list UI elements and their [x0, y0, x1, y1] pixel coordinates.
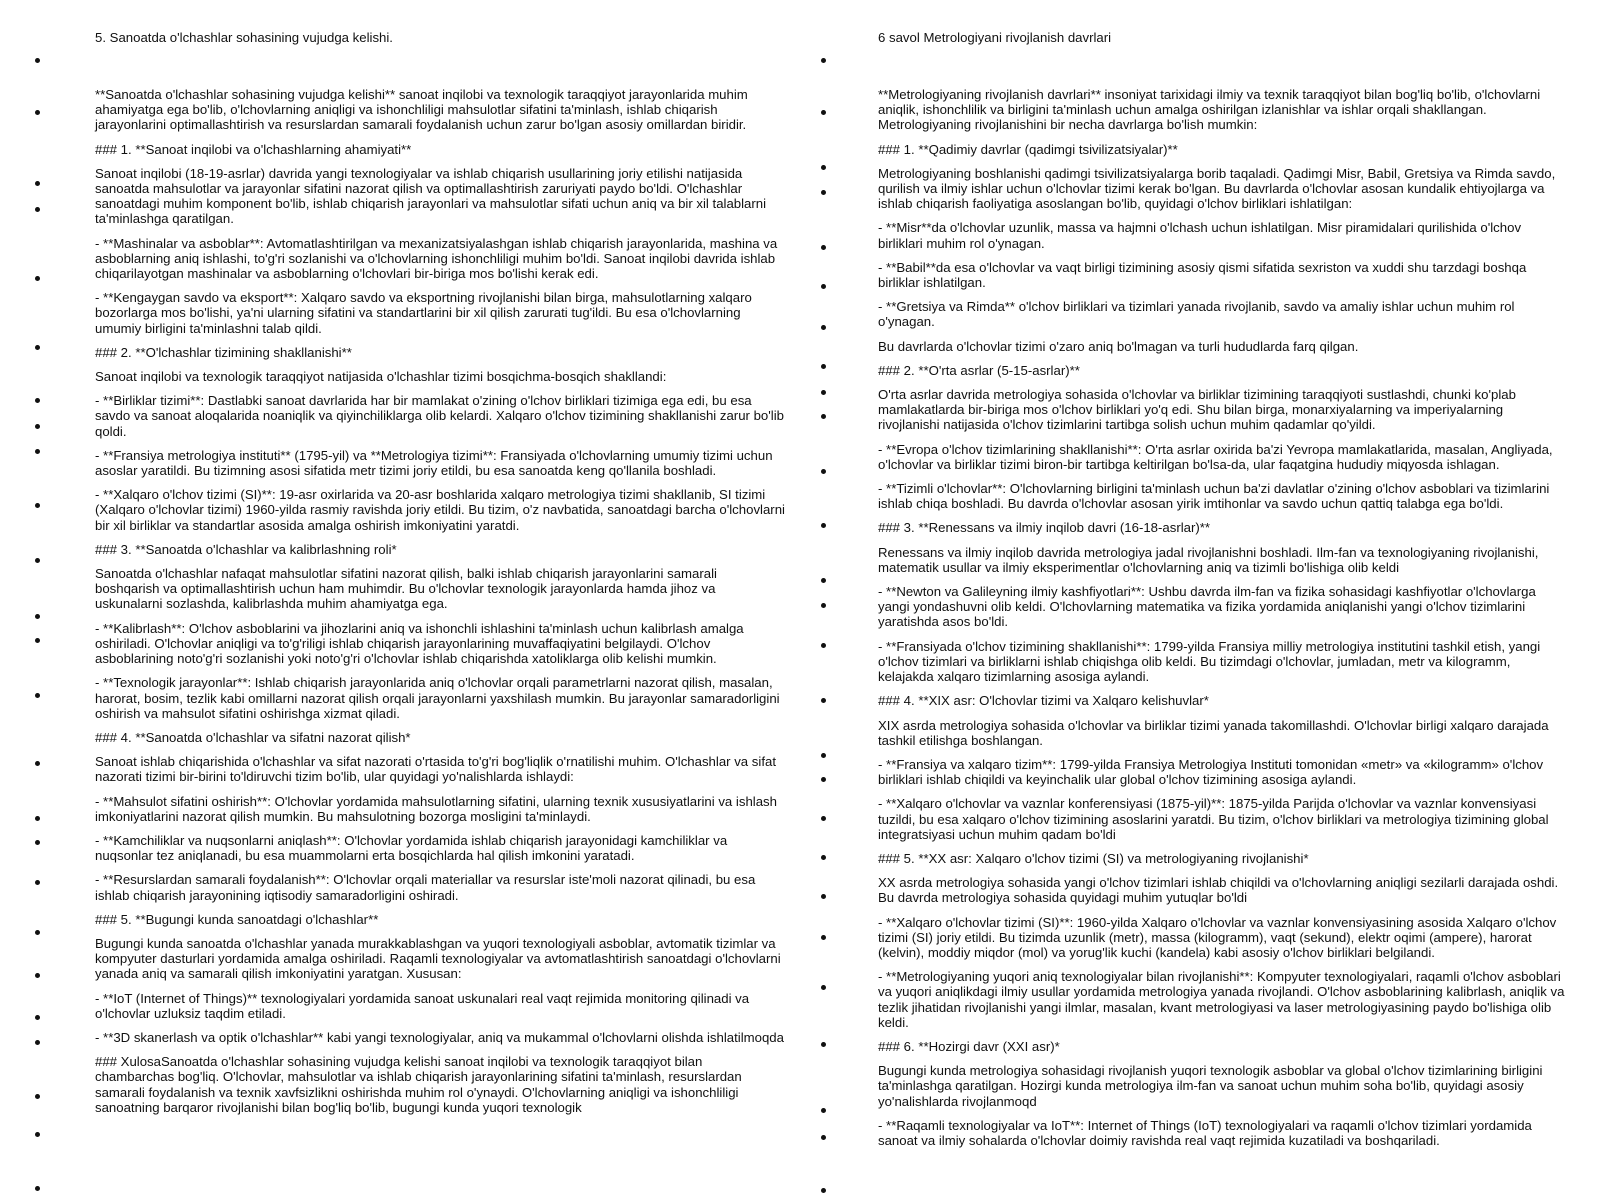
paragraph: - **IoT (Internet of Things)** texnologiyalari yordamida sanoat uskunalari real vaqt rejimida monitoring qilinadi va o'lchovlar uzluksiz taqdim etiladi.	[95, 990, 750, 1021]
paragraph: ### 4. **XIX asr: O'lchovlar tizimi va Xalqaro kelishuvlar*	[878, 693, 1209, 709]
paragraph: Bu davrlarda o'lchovlar tizimi o'zaro aniq bo'lmagan va turli hududlarda farq qilgan.	[878, 338, 1359, 354]
paragraph: - **Xalqaro o'lchov tizimi (SI)**: 19-asr oxirlarida va 20-asr boshlarida xalqaro metrologiya tizimi shakllanib, SI tizimi (Xalqaro o'lchovlar tizimi) 1960-yilda rasmiy ravishda joriy etildi. Bu tizim, o'z navbatida, sanoatdagi barcha o'lchovlarni bir xil birliklar va standartlar asosida amalga oshirish imkoniyatini yaratdi.	[95, 487, 785, 533]
bullet-icon	[821, 414, 826, 419]
bullet-icon	[821, 816, 826, 821]
paragraph: - **Gretsiya va Rimda** o'lchov birliklari va tizimlari yanada rivojlanib, savdo va amaliy ishlar uchun muhim rol o'ynagan.	[878, 299, 1515, 330]
paragraph: - **Mashinalar va asboblar**: Avtomatlashtirilgan va mexanizatsiyalashgan ishlab chiqarish jarayonlarida, mashina va asboblarning aniq ishlashi, to'g'ri sozlanishi va o'lchovlarning ishonchliligi muhim bo'ldi. Sanoat inqilobi davrida ishlab chiqarilayotgan mashinalar va asboblarning o'lchovlari bir-biriga mos bo'lishi kerak edi.	[95, 235, 778, 282]
paragraph: - **Kamchiliklar va nuqsonlarni aniqlash**: O'lchovlar yordamida ishlab chiqarish jarayonidagi kamchiliklar va nuqsonlar tez aniqlanadi, bu esa muammolarni erta bosqichlarda hal qilish imkonini yaratadi.	[95, 832, 728, 864]
paragraph: ### 3. **Renessans va ilmiy inqilob davri (16-18-asrlar)**	[878, 520, 1211, 536]
bullet-icon	[35, 424, 40, 429]
bullet-icon	[35, 503, 40, 508]
bullet-icon	[821, 1042, 826, 1047]
paragraph: - **Babil**da esa o'lchovlar va vaqt birligi tizimining asosiy qismi sifatida sexriston va xuddi shu tarzdagi boshqa birliklar ishlatilgan.	[878, 259, 1527, 291]
paragraph: **Sanoatda o'lchashlar sohasining vujudga kelishi** sanoat inqilobi va texnologik taraqqiyot jarayonlarida muhim ahamiyatga ega bo'lib, o'lchovlarning aniqligi va ishonchliligi mahsulotlar sifatini ta'minlash, ishlab chiqarish jarayonlarini optimallashtirish va resurslardan samarali foydalanish uchun zarur bo'lgan asosiy omillardan biridir.	[95, 87, 748, 133]
paragraph: O'rta asrlar davrida metrologiya sohasida o'lchovlar va birliklar tizimining taraqqiyoti sustlashdi, chunki ko'plab mamlakatlarda bir-biriga mos o'lchov birliklari yo'q edi. Shu bilan birga, monarxiyalarning va imperiyalarning rivojlanishi natijasida o'lchov tizimlarini tartibga solish uchun muhim qadamlar qo'yildi.	[878, 387, 1516, 433]
bullet-icon	[821, 1108, 826, 1113]
bullet-icon	[35, 816, 40, 821]
bullet-icon	[821, 777, 826, 782]
bullet-icon	[35, 449, 40, 454]
bullet-icon	[35, 1132, 40, 1137]
bullet-icon	[821, 110, 826, 115]
bullet-icon	[35, 614, 40, 619]
paragraph: ### 5. **Bugungi kunda sanoatdagi o'lchashlar**	[95, 911, 379, 927]
paragraph: - **Texnologik jarayonlar**: Ishlab chiqarish jarayonlarida aniq o'lchovlar orqali parametrlarni nazorat qilish, masalan, harorat, bosim, tezlik kabi omillarni nazorat qilish orqali jarayonlarni yaxshilash mumkin. Bu jarayonlar samaradorligini oshirish va mahsulot sifatini oshirishga xizmat qiladi.	[95, 675, 780, 721]
paragraph: Sanoatda o'lchashlar nafaqat mahsulotlar sifatini nazorat qilish, balki ishlab chiqarish jarayonlarini samarali boshqarish va optimallashtirish uchun ham muhimdir. Bu o'lchovlar texnologik jarayonlarda hamda jihoz va uskunalarni sozlashda, kalibrlashda muhim ahamiyatga ega.	[95, 566, 717, 612]
paragraph: Renessans va ilmiy inqilob davrida metrologiya jadal rivojlanishni boshladi. Ilm-fan va texnologiyaning rivojlanishi, matematik usullar va ilmiy eksperimentlar o'lchovlarning aniq va tizimli bo'lishiga olib keldi	[878, 544, 1539, 575]
bullet-icon	[35, 276, 40, 281]
paragraph: ### 1. **Sanoat inqilobi va o'lchashlarning ahamiyati**	[95, 141, 412, 157]
paragraph: Bugungi kunda sanoatda o'lchashlar yanada murakkablashgan va yuqori texnologiyali asboblar, avtomatik tizimlar va kompyuter dasturlari yordamida amalga oshiriladi. Raqamli texnologiyalar va avtomatlashtirish sanoatdagi o'lchovlarni yanada aniq va samarali qilish imkoniyatini yaratgan. Xususan:	[95, 935, 781, 982]
bullet-icon	[35, 1040, 40, 1045]
paragraph: - **Kalibrlash**: O'lchov asboblarini va jihozlarini aniq va ishonchli ishlashini ta'minlash uchun kalibrlash amalga oshiriladi. O'lchovlar aniqligi va to'g'riligi ishlab chiqarish jarayonlarining muvaffaqiyatini belgilaydi. O'lchov asboblarining noto'g'ri sozlanishi yoki noto'g'ri o'lchovlar ishlab chiqarishda xatoliklarga olib kelishi mumkin.	[95, 620, 744, 667]
paragraph: - **Raqamli texnologiyalar va IoT**: Internet of Things (IoT) texnologiyalari va raqamli o'lchov tizimlari yordamida sanoat va ilmiy sohalarda o'lchovlar doimiy ravishda real vaqt rejimida kuzatiladi va boshqariladi.	[878, 1117, 1532, 1148]
paragraph: - **Birliklar tizimi**: Dastlabki sanoat davrlarida har bir mamlakat o'zining o'lchov birliklari tizimiga ega edi, bu esa savdo va sanoat aloqalarida noaniqlik va qiyinchiliklarga olib kelardi. Xalqaro o'lchov tizimining shakllanishi zarur bo'lib qoldi.	[95, 393, 784, 439]
bullet-icon	[821, 325, 826, 330]
bullet-icon	[821, 190, 826, 195]
paragraph: Sanoat ishlab chiqarishida o'lchashlar va sifat nazorati o'rtasida to'g'ri bog'liqlik o'rnatilishi muhim. O'lchashlar va sifat nazorati tizimi bir-birini to'ldiruvchi tizim bo'lib, ular quyidagi yo'nalishlarda ishlaydi:	[95, 754, 776, 785]
bullet-icon	[35, 58, 40, 63]
paragraph: - **Kengaygan savdo va eksport**: Xalqaro savdo va eksportning rivojlanishi bilan birga, mahsulotlarning xalqaro bozorlarga mos bo'lishi, ya'ni ularning sifatini va standartlarini bir xil qilish zarurati tug'ildi. Bu esa o'lchovlarning umumiy birligini ta'minlashni talab qildi.	[95, 290, 752, 336]
paragraph: Sanoat inqilobi (18-19-asrlar) davrida yangi texnologiyalar va ishlab chiqarish usullarining joriy etilishi natijasida sanoatda mahsulotlar va jarayonlar sifatini nazorat qilish va optimallashtirish zaruriyati paydo bo'ldi. O'lchashlar sanoatdagi muhim komponent bo'lib, ishlab chiqarish jarayonlari va mahsulotlar sifati uchun aniq va bir xil talablarni ta'minlashga qaratilgan.	[95, 165, 767, 227]
paragraph: XX asrda metrologiya sohasida yangi o'lchov tizimlari ishlab chiqildi va o'lchovlarning aniqligi sezilarli darajada oshdi. Bu davrda metrologiya sohasida quyidagi muhim yutuqlar bo'ldi	[878, 875, 1559, 906]
bullet-icon	[35, 1015, 40, 1020]
paragraph: ### XulosaSanoatda o'lchashlar sohasining vujudga kelishi sanoat inqilobi va texnologik taraqqiyot bilan chambarchas bog'liq. O'lchovlar, mahsulotlar va ishlab chiqarish jarayonlarining sifatini ta'minlash, resurslardan samarali foydalanish va texnik xavfsizlikni oshirishda muhim rol o'ynaydi. O'lchovlarning aniqligi va ishonchliligi sanoatning barqaror rivojlanishi bilan bog'liq bo'lib, bugungi kunda yuqori texnologik	[95, 1054, 742, 1115]
bullet-icon	[821, 58, 826, 63]
bullet-icon	[35, 110, 40, 115]
bullet-icon	[821, 364, 826, 369]
paragraph: - **Tizimli o'lchovlar**: O'lchovlarning birligini ta'minlash uchun ba'zi davlatlar o'zining o'lchov asboblari va tizimlarini ishlab chiqa boshladi. Bu davrda o'lchovlar asosan yirik imtihonlar va savdo uchun qattiq talabga ega bo'ldi.	[878, 481, 1550, 512]
bullet-icon	[821, 855, 826, 860]
bullet-icon	[35, 181, 40, 186]
bullet-icon	[35, 345, 40, 350]
paragraph: ### 6. **Hozirgi davr (XXI asr)*	[878, 1038, 1060, 1054]
paragraph: - **Newton va Galileyning ilmiy kashfiyotlari**: Ushbu davrda ilm-fan va fizika sohasidagi kashfiyotlar o'lchovlarga yangi yondashuvni olib keldi. O'lchovlarning matematika va fizika yordamida aniqlanishi yangi o'lchov tizimlarini yaratishda asos bo'ldi.	[878, 584, 1536, 630]
left-title: 5. Sanoatda o'lchashlar sohasining vujudga kelishi.	[95, 30, 393, 45]
bullet-icon	[821, 245, 826, 250]
paragraph: - **Fransiya metrologiya instituti** (1795-yil) va **Metrologiya tizimi**: Fransiyada o'lchovlarning umumiy tizimi uchun asoslar yaratildi. Bu tizimning asosi sifatida metr tizimi joriy etildi, bu esa sanoatda keng qo'llanila boshladi.	[95, 447, 773, 479]
bullet-icon	[821, 985, 826, 990]
paragraph: ### 2. **O'lchashlar tizimining shakllanishi**	[95, 344, 352, 360]
bullet-icon	[821, 753, 826, 758]
paragraph: - **Xalqaro o'lchovlar tizimi (SI)**: 1960-yilda Xalqaro o'lchovlar va vaznlar konvensiyasining asosida Xalqaro o'lchov tizimi (SI) joriy etildi. Bu tizimda uzunlik (metr), massa (kilogramm), vaqt (sekund), elektr oqimi (ampere), harorat (kelvin), moddiy miqdor (mol) va yorug'lik kuchi (kandela) kabi asosiy o'lchov birliklari belgilandi.	[878, 914, 1557, 960]
paragraph: Metrologiyaning boshlanishi qadimgi tsivilizatsiyalarga borib taqaladi. Qadimgi Misr, Babil, Gretsiya va Rimda savdo, qurilish va ilmiy ishlar uchun o'lchovlar tizimi kerak bo'lgan. Bu davrlarda o'lchovlar asosan kundalik ehtiyojlarga va ishlab chiqarish faoliyatiga asoslangan bo'lib, quyidagi o'lchov birliklari ishlatilgan:	[878, 165, 1556, 212]
bullet-icon	[35, 207, 40, 212]
bullet-icon	[35, 638, 40, 643]
paragraph: Bugungi kunda metrologiya sohasidagi rivojlanish yuqori texnologik asboblar va global o'lchov tizimlarining birligini ta'minlashga qaratilgan. Hozirgi kunda metrologiya ilm-fan va sanoat uchun muhim soha bo'lib, quyidagi asosiy yo'nalishlarda rivojlanmoqd	[878, 1063, 1543, 1109]
bullet-icon	[821, 469, 826, 474]
paragraph: - **Metrologiyaning yuqori aniq texnologiyalar bilan rivojlanishi**: Kompyuter texnologiyalari, raqamli o'lchov asboblari va yuqori aniqlikdagi ilmiy usullar yordamida metrologiya yanada rivojlandi. O'lchov asboblarining kalibrlash, aniqlik va tezlik jihatidan rivojlanishi yangi ilmlar, masalan, kvant metrologiyasi va laser metrologiyasining paydo bo'lishiga olib keldi.	[878, 969, 1565, 1030]
paragraph: ### 1. **Qadimiy davrlar (qadimgi tsivilizatsiyalar)**	[878, 141, 1178, 157]
paragraph: ### 4. **Sanoatda o'lchashlar va sifatni nazorat qilish*	[95, 729, 411, 745]
right-title: 6 savol Metrologiyani rivojlanish davrlari	[878, 30, 1112, 45]
bullet-icon	[821, 523, 826, 528]
bullet-icon	[35, 930, 40, 935]
bullet-icon	[821, 698, 826, 703]
bullet-icon	[821, 1188, 826, 1193]
paragraph: ### 3. **Sanoatda o'lchashlar va kalibrlashning roli*	[95, 541, 397, 557]
bullet-icon	[35, 398, 40, 403]
bullet-icon	[35, 973, 40, 978]
bullet-icon	[35, 558, 40, 563]
bullet-icon	[821, 1135, 826, 1140]
paragraph: - **Mahsulot sifatini oshirish**: O'lchovlar yordamida mahsulotlarning sifatini, ularning texnik xususiyatlarini va ishlash imkoniyatlarini nazorat qilish mumkin. Bu mahsulotning bozorga mosligini ta'minlaydi.	[95, 793, 777, 824]
paragraph: **Metrologiyaning rivojlanish davrlari** insoniyat tarixidagi ilmiy va texnik taraqqiyot bilan bog'liq bo'lib, o'lchovlarni aniqlik, ishonchlilik va birligini ta'minlash uchun amalga oshirilgan izlanishlar va ishlar orqali shakllangan. Metrologiyaning rivojlanishini bir necha davrlarga bo'lish mumkin:	[878, 87, 1541, 133]
paragraph: ### 2. **O'rta asrlar (5-15-asrlar)**	[878, 362, 1080, 378]
bullet-icon	[821, 643, 826, 648]
bullet-icon	[35, 693, 40, 698]
bullet-icon	[821, 390, 826, 395]
paragraph: - **Resurslardan samarali foydalanish**: O'lchovlar orqali materiallar va resurslar iste'moli nazorat qilinadi, bu esa ishlab chiqarish jarayonining iqtisodiy samaradorligini oshiradi.	[95, 872, 756, 903]
left-column	[95, 30, 785, 1124]
bullet-icon	[35, 880, 40, 885]
paragraph: - **Xalqaro o'lchovlar va vaznlar konferensiyasi (1875-yil)**: 1875-yilda Parijda o'lchovlar va vaznlar konvensiyasi tuzildi, bu esa xalqaro o'lchov tizimining asoslarini yaratdi. Bu tizim, o'lchov birliklari va metrologiya tizimining global integratsiyasi uchun muhim qadam bo'ldi	[878, 796, 1549, 842]
paragraph: - **Fransiya va xalqaro tizim**: 1799-yilda Fransiya Metrologiya Instituti tomonidan «metr» va «kilogramm» o'lchov birliklari ishlab chiqildi va keyinchalik ular global o'lchov tizimining asosiga aylandi.	[878, 756, 1544, 788]
bullet-icon	[821, 603, 826, 608]
bullet-icon	[821, 578, 826, 583]
paragraph: ### 5. **XX asr: Xalqaro o'lchov tizimi (SI) va metrologiyaning rivojlanishi*	[878, 850, 1309, 866]
bullet-icon	[821, 935, 826, 940]
bullet-icon	[35, 840, 40, 845]
paragraph: XIX asrda metrologiya sohasida o'lchovlar va birliklar tizimi yanada takomillashdi. O'lchovlar birligi xalqaro darajada tashkil etilishga boshlangan.	[878, 717, 1549, 748]
bullet-icon	[821, 165, 826, 170]
right-column	[878, 30, 1568, 1157]
paragraph: - **Evropa o'lchov tizimlarining shakllanishi**: O'rta asrlar oxirida ba'zi Yevropa mamlakatlarida, masalan, Angliyada, o'lchovlar va birliklar tizimi biron-bir tartibga keltirilgan bo'lsa-da, ular faqatgina hududiy miqyosda ishlagan.	[878, 441, 1553, 472]
bullet-icon	[821, 284, 826, 289]
bullet-icon	[821, 894, 826, 899]
bullet-icon	[35, 761, 40, 766]
paragraph: Sanoat inqilobi va texnologik taraqqiyot natijasida o'lchashlar tizimi bosqichma-bosqich shakllandi:	[95, 369, 667, 385]
bullet-icon	[35, 1186, 40, 1191]
paragraph: - **Fransiyada o'lchov tizimining shakllanishi**: 1799-yilda Fransiya milliy metrologiya institutini tashkil etish, yangi o'lchov tizimlari va birliklarni ishlab chiqishga olib keldi. Bu tizimdagi o'lchovlar, jumladan, metr va kilogramm, kelajakda xalqaro tizimlarning asosiga aylandi.	[878, 638, 1541, 685]
bullet-icon	[35, 1094, 40, 1099]
paragraph: - **3D skanerlash va optik o'lchashlar** kabi yangi texnologiyalar, aniq va mukammal o'lchovlarni olishda ishlatilmoqda	[95, 1029, 784, 1045]
paragraph: - **Misr**da o'lchovlar uzunlik, massa va hajmni o'lchash uchun ishlatilgan. Misr piramidalari qurilishida o'lchov birliklari muhim rol o'ynagan.	[878, 220, 1522, 251]
